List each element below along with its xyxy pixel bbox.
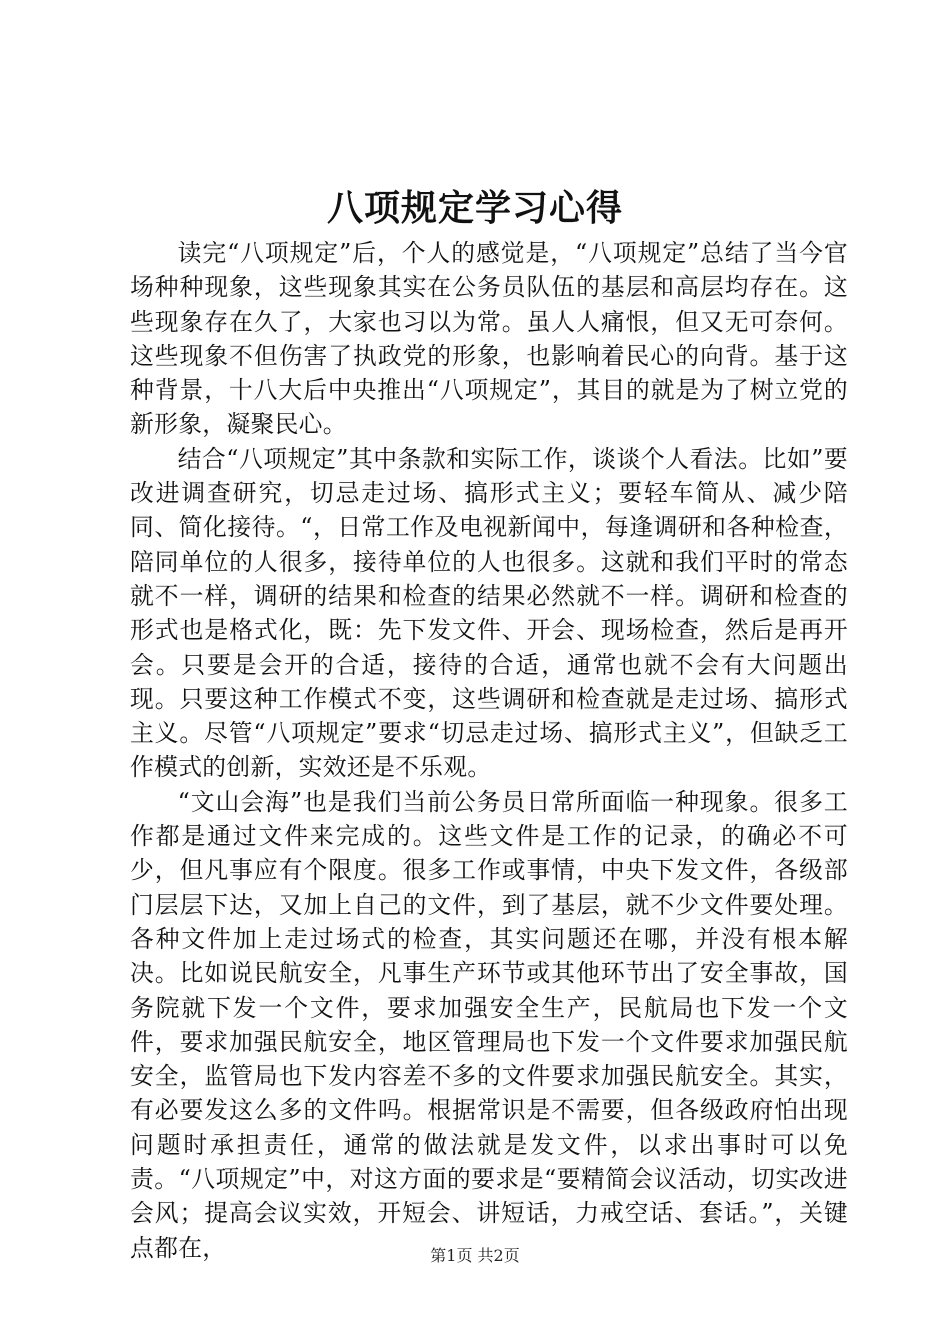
paragraph-2: 结合“八项规定”其中条款和实际工作，谈谈个人看法。比如”要改进调查研究，切忌走过场、搞形式主义；要轻车简从、减少陪同、简化接待。“，日常工作及电视新闻中，每逢调研和各种检查，陪同单位的人很多，接待单位的人也很多。这就和我们平时的常态就不一样，调研的结果和检查的结果必然就不一样。调研和检查的形式也是格式化，既：先下发文件、开会、现场检查，然后是再开会。只要是会开的合适，接待的合适，通常也就不会有大问题出现。只要这种工作模式不变，这些调研和检查就是走过场、搞形式主义。尽管“八项规定”要求“切忌走过场、搞形式主义”，但缺乏工作模式的创新，实效还是不乐观。 <box>130 444 848 782</box>
paragraph-3: “文山会海”也是我们当前公务员日常所面临一种现象。很多工作都是通过文件来完成的。这些文件是工作的记录，的确必不可少，但凡事应有个限度。很多工作或事情，中央下发文件，各级部门层层下达，又加上自己的文件，到了基层，就不少文件要处理。各种文件加上走过场式的检查，其实问题还在哪，并没有根本解决。比如说民航安全，凡事生产环节或其他环节出了安全事故，国务院就下发一个文件，要求加强安全生产，民航局也下发一个文件，要求加强民航安全，地区管理局也下发一个文件要求加强民航安全，监管局也下发内容差不多的文件要求加强民航安全。其实，有必要发这么多的文件吗。根据常识是不需要，但各级政府怕出现问题时承担责任，通常的做法就是发文件，以求出事时可以免责。“八项规定”中，对这方面的要求是“要精简会议活动，切实改进会风；提高会议实效，开短会、讲短话，力戒空话、套话。”，关键点都在， <box>130 787 848 1262</box>
paragraph-1: 读完“八项规定”后，个人的感觉是，“八项规定”总结了当今官场种种现象，这些现象其实在公务员队伍的基层和高层均存在。这些现象存在久了，大家也习以为常。虽人人痛恨，但又无可奈何。这些现象不但伤害了执政党的形象，也影响着民心的向背。基于这种背景，十八大后中央推出“八项规定”，其目的就是为了树立党的新形象，凝聚民心。 <box>130 239 848 439</box>
document-body <box>130 236 848 1265</box>
page-number-footer: 第1页 共2页 <box>430 1246 520 1265</box>
document-title: 八项规定学习心得 <box>326 187 623 229</box>
